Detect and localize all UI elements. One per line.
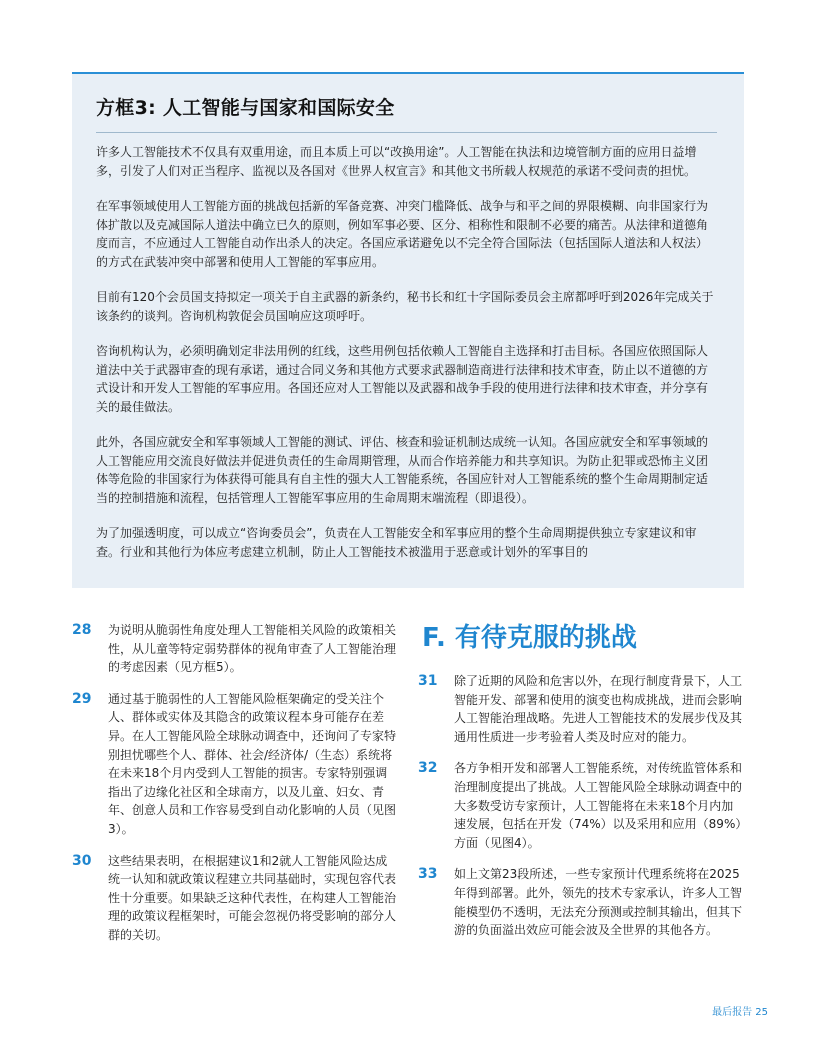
paragraph-text: 除了近期的风险和危害以外，在现行制度背景下，人工智能开发、部署和使用的演变也构成挑战，进而会影响人工智能治理战略。先进人工智能技术的发展步伐及其通用性质进一步考验着人类及时应对的能力。 <box>454 674 743 744</box>
paragraph-number: 32 <box>418 760 438 777</box>
paragraph-number: 28 <box>72 622 92 638</box>
paragraph-number: 31 <box>418 673 438 689</box>
box-title: 方框3: 人工智能与国家和国际安全 <box>96 97 395 119</box>
numbered-paragraph <box>418 865 744 939</box>
box-paragraph: 咨询机构认为，必须明确划定非法用例的红线，这些用例包括依赖人工智能自主选择和打击目标。各国应依照国际人道法中关于武器审查的现有承诺，通过合同义务和其他方式要求武器制造商进行法律和技术审查，防止以不道德的方式设计和开发人工智能的军事应用。各国还应对人工智能以及武器和战争手段的使用进行法律和技术审查，并分享有关的最佳做法。 <box>96 344 709 414</box>
paragraph-text: 为说明从脆弱性角度处理人工智能相关风险的政策相关性，从儿童等特定弱势群体的视角审查了人工智能治理的考虑因素（见方框5）。 <box>108 623 397 675</box>
box-3 <box>72 72 744 588</box>
footer-label: 最后报告 <box>712 1007 753 1018</box>
page-number: 25 <box>755 1007 768 1018</box>
paragraph-number: 33 <box>418 866 438 883</box>
box-paragraph: 目前有120个会员国支持拟定一项关于自主武器的新条约，秘书长和红十字国际委员会主席都呼吁到2026年完成关于该条约的谈判。咨询机构敦促会员国响应这项呼吁。 <box>96 290 714 323</box>
numbered-paragraph <box>72 621 398 677</box>
numbered-paragraph <box>418 759 744 852</box>
paragraph-text: 通过基于脆弱性的人工智能风险框架确定的受关注个人、群体或实体及其隐含的政策议程本身可能存在差异。在人工智能风险全球脉动调查中，还询问了专家特别担忧哪些个人、群体、社会/经济体/（生态）系统将在未来18个月内受到人工智能的损害。专家特别强调指出了边缘化社区和全球南方，以及儿童、妇女、青年、创意人员和工作容易受到自动化影响的人员（见图3）。 <box>108 691 397 836</box>
numbered-paragraph <box>418 672 744 746</box>
numbered-paragraph <box>72 852 398 945</box>
paragraph-text: 各方争相开发和部署人工智能系统，对传统监管体系和治理制度提出了挑战。人工智能风险全球脉动调查中的大多数受访专家预计，人工智能将在未来18个月内加速发展，包括在开发（74%）以及采用和应用（89%）方面（见图4）。 <box>454 761 743 850</box>
page-footer <box>712 1003 768 1018</box>
paragraph-text: 这些结果表明，在根据建议1和2就人工智能风险达成统一认知和就政策议程建立共同基础时，实现包容代表性十分重要。如果缺乏这种代表性，在构建人工智能治理的政策议程框架时，可能会忽视仍将受影响的部分人群的关切。 <box>108 853 397 942</box>
paragraph-number: 30 <box>72 852 92 869</box>
left-column <box>72 621 398 958</box>
right-column <box>418 618 744 953</box>
box-paragraph: 为了加强透明度，可以成立“咨询委员会”，负责在人工智能安全和军事应用的整个生命周期提供独立专家建议和审查。行业和其他行为体应考虑建立机制，防止人工智能技术被滥用于恶意或计划外的军事目的 <box>96 526 697 559</box>
paragraph-text: 如上文第23段所述，一些专家预计代理系统将在2025年得到部署。此外，领先的技术专家承认，许多人工智能模型仍不透明，无法充分预测或控制其输出，但其下游的负面溢出效应可能会波及全世界的其他各方。 <box>454 867 743 938</box>
box-divider <box>96 132 717 133</box>
box-paragraph: 在军事领域使用人工智能方面的挑战包括新的军备竞赛、冲突门槛降低、战争与和平之间的界限模糊、向非国家行为体扩散以及克减国际人道法中确立已久的原则，例如军事必要、区分、相称性和限制不必要的痛苦。从法律和道德角度而言，不应通过人工智能自动作出杀人的决定。各国应承诺避免以不完全符合国际法（包括国际人道法和人权法）的方式在武装冲突中部署和使用人工智能的军事应用。 <box>96 199 709 269</box>
numbered-paragraph <box>72 690 398 839</box>
paragraph-number: 29 <box>72 690 92 707</box>
box-paragraph: 此外，各国应就安全和军事领域人工智能的测试、评估、核查和验证机制达成统一认知。各国应就安全和军事领域的人工智能应用交流良好做法并促进负责任的生命周期管理，从而合作培养能力和共享知识。为防止犯罪或恐怖主义团体等危险的非国家行为体获得可能具有自主性的强大人工智能系统，各国应针对人工智能系统的整个生命周期制定适当的控制措施和流程，包括管理人工智能军事应用的生命周期末端流程（即退役）。 <box>96 435 709 505</box>
box-paragraph: 许多人工智能技术不仅具有双重用途，而且本质上可以“改换用途”。人工智能在执法和边境管制方面的应用日益增多，引发了人们对正当程序、监视以及各国对《世界人权宣言》和其他文书所载人权规范的承诺不受问责的担忧。 <box>96 145 697 178</box>
section-title: F. 有待克服的挑战 <box>422 623 637 653</box>
